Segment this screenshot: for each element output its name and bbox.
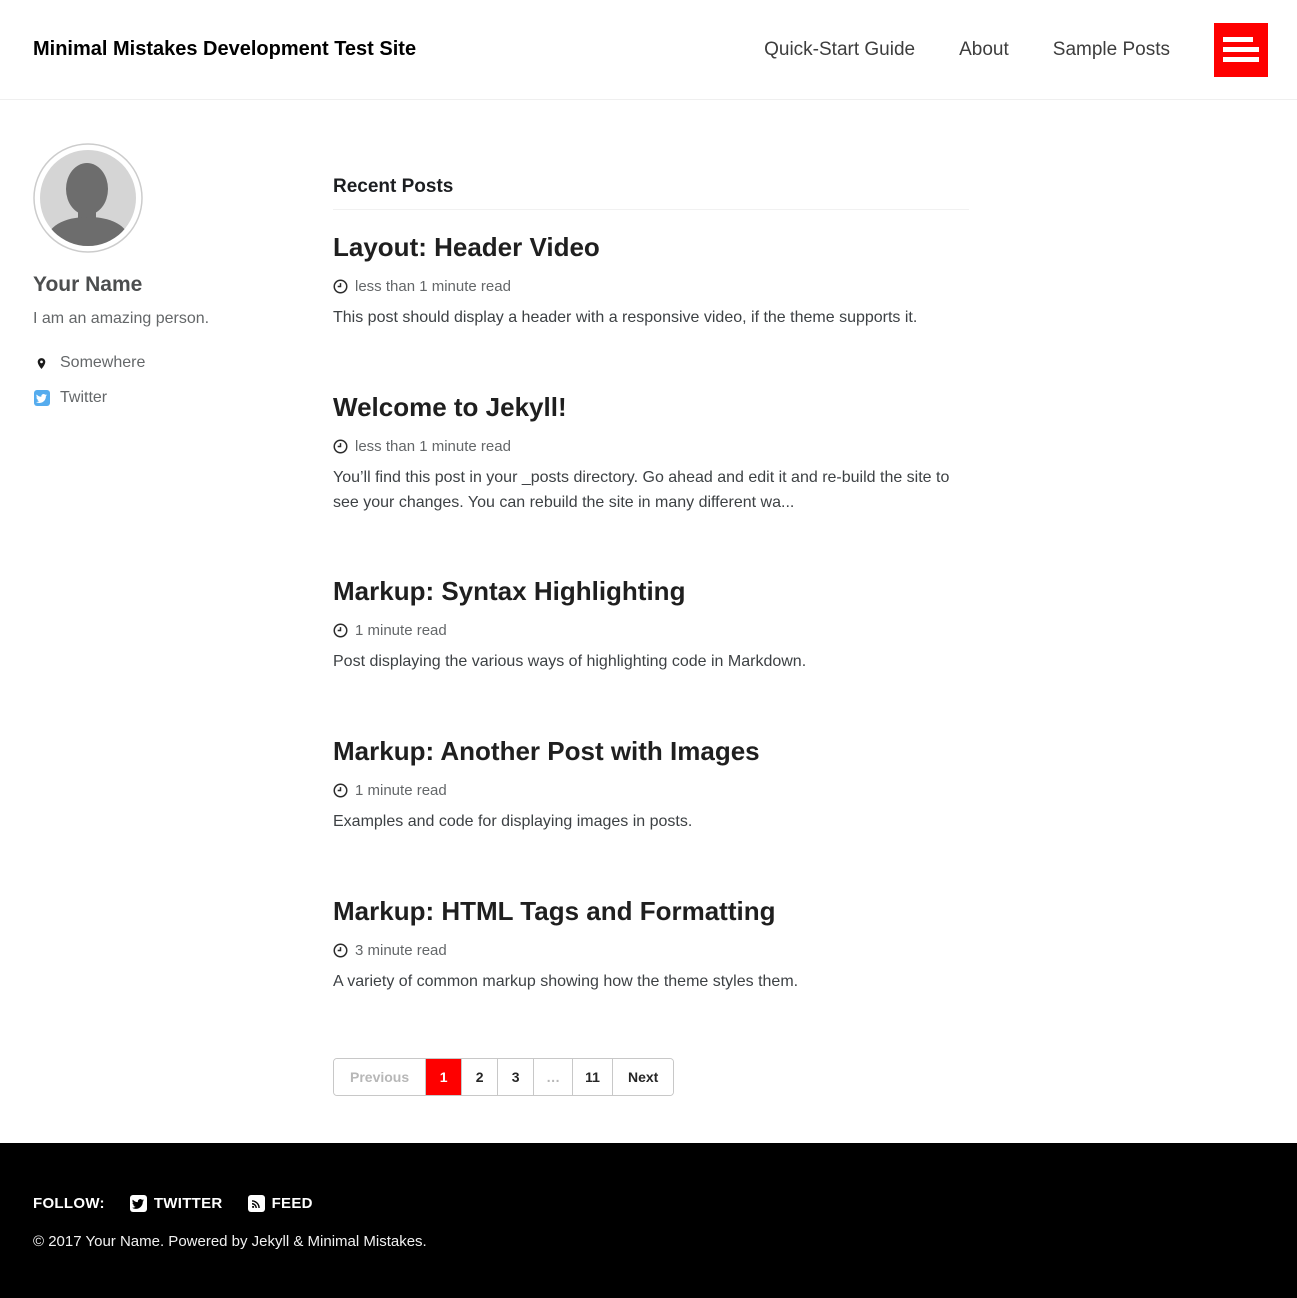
- read-time: 1 minute read: [355, 622, 447, 640]
- page-body: [0, 100, 1297, 1143]
- footer-link-label: FEED: [271, 1195, 313, 1212]
- post-list: [333, 232, 969, 995]
- author-link-twitter[interactable]: [33, 389, 333, 407]
- author-links: [33, 354, 333, 407]
- main-content: [333, 100, 969, 1143]
- post-excerpt: Examples and code for displaying images in posts.: [333, 813, 693, 831]
- masthead-nav: [764, 23, 1268, 77]
- follow-label: FOLLOW:: [33, 1195, 105, 1212]
- nav-link-sample-posts[interactable]: Sample Posts: [1052, 38, 1170, 60]
- post-title-link[interactable]: Layout: Header Video: [333, 232, 600, 262]
- clock-icon: [333, 943, 348, 958]
- post-item: [333, 576, 969, 675]
- post-meta: [333, 622, 969, 639]
- post-excerpt: This post should display a header with a responsive video, if the theme supports it.: [333, 309, 918, 326]
- nav-link-about[interactable]: About: [959, 38, 1009, 60]
- masthead: [0, 0, 1297, 100]
- hamburger-bar: [1223, 47, 1259, 52]
- pagination-page-1[interactable]: 1: [425, 1059, 461, 1095]
- pagination: [333, 1058, 674, 1096]
- copyright-text: © 2017 Your Name. Powered by Jekyll & Minimal Mistakes.: [33, 1233, 427, 1250]
- post-title-link[interactable]: Markup: Another Post with Images: [333, 736, 760, 767]
- rss-icon: [248, 1195, 265, 1212]
- pagination-ellipsis: …: [533, 1059, 572, 1095]
- avatar: [33, 143, 143, 253]
- twitter-icon: [130, 1195, 147, 1212]
- post-item: [333, 736, 969, 835]
- post-meta: [333, 438, 969, 455]
- author-sidebar: [33, 100, 333, 1143]
- post-title-link[interactable]: Welcome to Jekyll!: [333, 391, 567, 422]
- post-item: [333, 896, 969, 995]
- pagination-page-2[interactable]: 2: [461, 1059, 497, 1095]
- pagination-page-3[interactable]: 3: [497, 1059, 533, 1095]
- clock-icon: [333, 623, 348, 638]
- post-title-link[interactable]: Markup: HTML Tags and Formatting: [333, 895, 776, 926]
- pagination-next[interactable]: Next: [612, 1059, 673, 1095]
- post-meta: [333, 942, 969, 959]
- footer-feed-link[interactable]: [248, 1195, 313, 1212]
- post-excerpt: A variety of common markup showing how the theme styles them.: [333, 972, 799, 990]
- hamburger-icon: [1223, 37, 1259, 62]
- post-excerpt: You’ll find this post in your _posts directory. Go ahead and edit it and re-build the site to see your changes. You can rebuild the site in many different wa...: [333, 468, 950, 511]
- read-time: less than 1 minute read: [355, 437, 511, 455]
- site-footer: [0, 1143, 1297, 1298]
- twitter-icon: [33, 390, 50, 407]
- author-bio: I am an amazing person.: [33, 310, 210, 327]
- location-pin-icon: [33, 355, 50, 372]
- footer-twitter-link[interactable]: [130, 1195, 223, 1212]
- section-title: Recent Posts: [333, 176, 969, 210]
- author-link-label: Somewhere: [60, 354, 146, 371]
- post-item: [333, 392, 969, 516]
- post-item: [333, 232, 969, 331]
- post-meta: [333, 278, 969, 295]
- pagination-page-11[interactable]: 11: [572, 1059, 612, 1095]
- clock-icon: [333, 439, 348, 454]
- author-name: Your Name: [33, 273, 143, 296]
- read-time: less than 1 minute read: [355, 278, 511, 295]
- post-meta: [333, 782, 969, 799]
- author-link-location[interactable]: [33, 354, 333, 372]
- hamburger-bar: [1223, 37, 1253, 42]
- clock-icon: [333, 783, 348, 798]
- pagination-previous: Previous: [334, 1059, 425, 1095]
- nav-link-quick-start-guide[interactable]: Quick-Start Guide: [764, 38, 916, 60]
- site-title[interactable]: Minimal Mistakes Development Test Site: [33, 38, 417, 60]
- footer-link-label: TWITTER: [153, 1195, 223, 1212]
- read-time: 3 minute read: [355, 941, 447, 959]
- read-time: 1 minute read: [355, 782, 447, 800]
- clock-icon: [333, 279, 348, 294]
- post-excerpt: Post displaying the various ways of highlighting code in Markdown.: [333, 653, 807, 671]
- follow-row: [33, 1195, 1297, 1212]
- hamburger-bar: [1223, 57, 1259, 62]
- author-link-label: Twitter: [60, 389, 108, 406]
- post-title-link[interactable]: Markup: Syntax Highlighting: [333, 576, 686, 607]
- menu-toggle-button[interactable]: [1214, 23, 1268, 77]
